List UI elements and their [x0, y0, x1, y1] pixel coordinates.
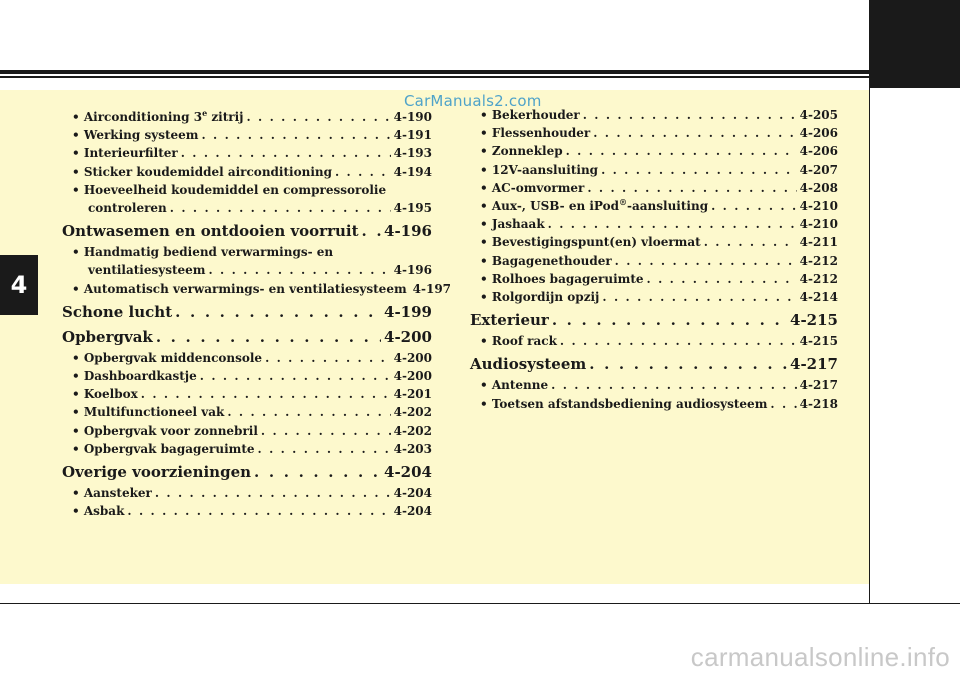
page-number: 4-207: [799, 162, 838, 177]
toc-entry[interactable]: [62, 126, 432, 144]
page-number: 4-214: [799, 290, 838, 305]
page-number: 4-208: [799, 180, 838, 195]
entry-label: • Werking systeem: [72, 128, 199, 143]
leader-dots: [209, 261, 391, 279]
leader-dots: [770, 395, 796, 413]
section-title: Exterieur: [470, 311, 549, 330]
page-number: 4-202: [393, 405, 432, 420]
entry-label: • Sticker koudemiddel airconditioning: [72, 164, 332, 179]
section-title: Overige voorzieningen: [62, 463, 252, 482]
page-number: 4-199: [384, 302, 432, 321]
entry-label: • Roof rack: [480, 334, 557, 349]
page-number: 4-190: [393, 110, 432, 124]
page-number: 4-193: [393, 146, 432, 161]
page-number: 4-210: [799, 199, 838, 214]
entry-label: • Dashboardkastje: [72, 369, 197, 384]
toc-entry[interactable]: [470, 288, 838, 306]
entry-label: • Antenne: [480, 378, 549, 393]
leader-dots: [560, 332, 797, 350]
entry-label: • Opbergvak voor zonnebril: [72, 423, 258, 438]
leader-dots: [181, 144, 391, 162]
page-number: 4-204: [384, 463, 432, 482]
entry-label: • Hoeveelheid koudemiddel en compressorolie: [72, 182, 387, 197]
leader-dots: [265, 349, 391, 367]
toc-entry[interactable]: [62, 349, 432, 367]
entry-label: • Toetsen afstandsbediening audiosysteem: [480, 396, 768, 411]
entry-label: • Bekerhouder: [480, 108, 580, 122]
toc-entry[interactable]: [62, 385, 432, 403]
leader-dots: [602, 288, 796, 306]
page-number: 4-212: [799, 271, 838, 286]
leader-dots: [201, 126, 390, 144]
toc-entry[interactable]: • Airconditioning 3e zitrij . . . 4-190: [62, 108, 432, 126]
toc-entry[interactable]: [62, 261, 432, 279]
leader-dots: [156, 326, 381, 348]
page-number: 4-211: [799, 235, 838, 250]
leader-dots: [155, 484, 391, 502]
leader-dots: [704, 233, 797, 251]
page-number: 4-197: [412, 281, 452, 296]
toc-section[interactable]: [470, 353, 838, 375]
entry-label: • Rolgordijn opzij: [480, 290, 600, 305]
page-number: 4-215: [799, 334, 838, 349]
toc-entry[interactable]: [62, 144, 432, 162]
footer-rule: [0, 603, 960, 604]
leader-dots: [589, 353, 787, 375]
entry-label: • Opbergvak middenconsole: [72, 350, 263, 365]
page-number: 4-217: [799, 378, 838, 393]
toc-entry[interactable]: [62, 422, 432, 440]
toc-entry[interactable]: [470, 252, 838, 270]
page-number: 4-200: [393, 350, 432, 365]
toc-entry[interactable]: [470, 376, 838, 394]
side-strip: [870, 88, 960, 584]
leader-dots: [261, 422, 391, 440]
page-number: 4-191: [393, 128, 432, 143]
page-number: 4-205: [799, 108, 838, 122]
page-number: 4-215: [790, 311, 838, 330]
page-number: 4-200: [384, 327, 432, 346]
margin-line: [869, 0, 870, 604]
leader-dots: [615, 252, 797, 270]
leader-dots: [587, 179, 796, 197]
toc-column-left: [62, 108, 452, 520]
page-number: 4-217: [790, 355, 838, 374]
leader-dots: [647, 270, 797, 288]
leader-dots: [170, 199, 391, 217]
entry-label: • Rolhoes bagageruimte: [480, 271, 644, 286]
section-title: Ontwasemen en ontdooien voorruit: [62, 222, 359, 241]
toc-section[interactable]: [62, 301, 432, 323]
toc-entry[interactable]: [470, 124, 838, 142]
page-number: 4-196: [384, 222, 432, 241]
entry-label: • Jashaak: [480, 217, 545, 232]
page-number: 4-206: [799, 144, 838, 159]
toc-entry[interactable]: [470, 233, 838, 251]
leader-dots: [711, 197, 797, 215]
entry-label: • Bevestigingspunt(en) vloermat: [480, 235, 701, 250]
entry-label: • Handmatig bediend verwarmings- en: [72, 245, 334, 260]
entry-label: • Bagagenethouder: [480, 253, 612, 268]
entry-label: • 12V-aansluiting: [480, 162, 599, 177]
page-number: 4-194: [393, 164, 432, 179]
page-number: 4-201: [393, 387, 432, 402]
toc-section[interactable]: [62, 326, 432, 348]
leader-dots: [141, 385, 391, 403]
page-number: 4-218: [799, 396, 838, 411]
toc-entry[interactable]: [62, 484, 432, 502]
toc-entry[interactable]: [62, 280, 452, 298]
leader-dots: [362, 220, 382, 242]
entry-label: • Opbergvak bagageruimte: [72, 441, 255, 456]
entry-label: • Multifunctioneel vak: [72, 405, 225, 420]
leader-dots: [593, 124, 796, 142]
page-number: 4-203: [393, 441, 432, 456]
entry-label: • Interieurfilter: [72, 146, 178, 161]
page-number: 4-206: [799, 126, 838, 141]
watermark-bottom: carmanualsonline.info: [690, 642, 950, 672]
toc-column-right: [470, 106, 838, 413]
leader-dots: [601, 161, 797, 179]
entry-label: • Flessenhouder: [480, 126, 591, 141]
toc-entry[interactable]: [470, 215, 838, 233]
page-number: 4-210: [799, 217, 838, 232]
leader-dots: [548, 215, 797, 233]
leader-dots: [335, 163, 391, 181]
page-number: 4-200: [393, 369, 432, 384]
header-rule: [0, 70, 870, 74]
entry-label: • Koelbox: [72, 387, 138, 402]
leader-dots: [583, 106, 797, 124]
toc-entry[interactable]: [470, 270, 838, 288]
leader-dots: [254, 461, 381, 483]
entry-label: • AC-omvormer: [480, 180, 585, 195]
toc-section[interactable]: [470, 309, 838, 331]
page-number: 4-196: [393, 263, 432, 278]
leader-dots: [566, 142, 797, 160]
leader-dots: [200, 367, 391, 385]
page-number: 4-204: [393, 504, 432, 519]
entry-label: • Automatisch verwarmings- en ventilatiesysteem: [72, 281, 407, 296]
leader-dots: [551, 376, 796, 394]
toc-entry[interactable]: [62, 163, 432, 181]
toc-entry[interactable]: [62, 403, 432, 421]
watermark-top: CarManuals2.com: [404, 92, 542, 110]
toc-entry[interactable]: [470, 395, 838, 413]
toc-entry[interactable]: [62, 199, 432, 217]
section-title: Schone lucht: [62, 302, 173, 321]
entry-label: controleren: [88, 201, 167, 216]
toc-entry[interactable]: [470, 179, 838, 197]
entry-label: • Zonneklep: [480, 144, 563, 159]
header-subrule: [0, 76, 870, 78]
page-number: 4-202: [393, 423, 432, 438]
toc-entry[interactable]: [470, 161, 838, 179]
leader-dots: [227, 403, 390, 421]
leader-dots: [127, 502, 390, 520]
section-title: Audiosysteem: [470, 355, 587, 374]
corner-block: [870, 0, 960, 88]
section-title: Opbergvak: [62, 327, 153, 346]
leader-dots: [258, 440, 391, 458]
toc-entry[interactable]: • Aux-, USB- en iPod®-aansluiting . . . 4-210: [470, 197, 838, 215]
toc-entry[interactable]: [470, 142, 838, 160]
page-number: 4-212: [799, 253, 838, 268]
leader-dots: [552, 309, 787, 331]
page-number: 4-195: [393, 201, 432, 216]
toc-section[interactable]: [62, 220, 432, 242]
toc-entry[interactable]: [62, 367, 432, 385]
entry-label: • Aansteker: [72, 486, 152, 501]
toc-entry[interactable]: [470, 106, 838, 124]
chapter-tab: 4: [0, 255, 38, 315]
leader-dots: [175, 301, 381, 323]
entry-label: ventilatiesysteem: [88, 263, 206, 278]
leader-dots: [246, 108, 390, 126]
toc-entry[interactable]: [62, 440, 432, 458]
toc-entry[interactable]: [470, 332, 838, 350]
toc-section[interactable]: [62, 461, 432, 483]
page-number: 4-204: [393, 486, 432, 501]
toc-entry[interactable]: [62, 502, 432, 520]
entry-label: • Asbak: [72, 504, 125, 519]
